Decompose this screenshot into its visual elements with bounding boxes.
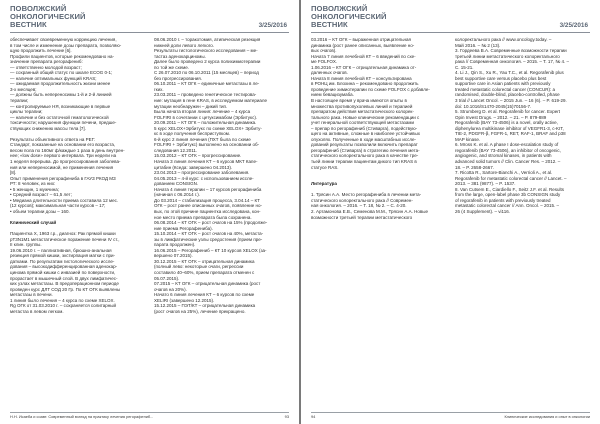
text-line: ствующих снижению массы тела [7]. xyxy=(10,125,86,131)
text-line: В настоящее время у врача имеются опыты в xyxy=(311,98,407,104)
text-line: 20.09.2011 – КТ ОГК – положительная динамика. xyxy=(154,120,257,126)
text-line: щего на активные, сложные в наиболее устойчивых xyxy=(311,131,420,137)
text-line: зы в лимфатические узлы средостения (прием пре- xyxy=(154,236,263,242)
text-line: нием бевацизумаба. xyxy=(311,92,354,98)
text-line: резекция прямой кишки, экстирпация матки с при- xyxy=(10,253,116,259)
text-line: мутации необнаружен – дикий тип. xyxy=(154,103,228,109)
text-column-right xyxy=(455,37,591,411)
text-line: цитабин (Кседа: завершено 04.2013). xyxy=(154,164,233,170)
text-column-left xyxy=(10,37,144,411)
text-line: С. 15-21. xyxy=(455,64,474,70)
text-line: Май 2016. – № 2 (13). xyxy=(455,42,501,48)
footer-rule xyxy=(311,412,590,413)
text-line: FOLFIRI + Эрбитукс) выполнено на основании об- xyxy=(154,142,260,148)
section-heading: Литература xyxy=(311,181,337,187)
text-line: 19.06.2010 г. – паллиативная, брюшно-анальная xyxy=(10,247,112,253)
text-line: ме FOLFOX. xyxy=(311,59,338,65)
text-line: Была начата вторая линия: лечение – 4 курса xyxy=(154,109,251,115)
text-line: Rg ОГК от 31.03.2010 г. – сохраняется солитарный xyxy=(10,303,116,309)
text-line: ние: мутация в гене KRAS, в исследуемом материале xyxy=(154,98,267,104)
text-line: тального рака. Новые клинические рекомендации с xyxy=(311,114,420,120)
text-line: advanced solid tumors // Clin. Cancer Res. – 2012. – xyxy=(455,159,561,165)
text-line: 4. Li J., Qin S., Xu R., Yau T.C., et al. Regorafenib plus xyxy=(455,70,564,76)
text-line: (начиная с 06.2014 г.). xyxy=(154,192,201,198)
text-line: 1.06.2016 – КТ ОГК – отрицательная динамика от- xyxy=(311,64,417,70)
text-line: 6. Mross K. et al. A phase I dose-escalation study of xyxy=(455,142,559,148)
text-line: учет генеральной соответствующей метастазами xyxy=(311,120,414,126)
text-column-right xyxy=(154,37,290,411)
text-line: randomised, double-blind, placebo-controlled, phase xyxy=(455,92,560,98)
text-line: вершено 07.2015). xyxy=(154,253,193,259)
text-line: метастазы в печени. xyxy=(10,292,53,298)
section-heading: Клинический случай xyxy=(10,220,57,226)
text-line: • 5 женщин, 1 мужчина; xyxy=(10,186,60,192)
footer-rule xyxy=(10,412,289,413)
text-line: 03.2016 – КТ ОГК – выраженная отрицательная xyxy=(311,37,411,42)
text-line: прорастает в мышечный слой. В двух лимфатичес- xyxy=(10,275,118,281)
text-line: регорафениб (Стиварга) в стратегию лечения мета- xyxy=(311,147,420,153)
text-line: вых очагов). xyxy=(311,48,337,54)
text-line: кс в ходе получения бесприступком. xyxy=(154,131,231,137)
text-line: 1 неделя перерыва. До прогрессирования заболева- xyxy=(10,159,121,165)
text-line: нее; «low dose» первого интервала. Три недели на xyxy=(10,153,117,159)
text-line: ная онкология. – 2016. – Т. 18, № 2. – С. 4-20. xyxy=(311,203,407,209)
text-line: в РОНЦ им. Блохина – рекомендовано продолжить xyxy=(311,81,419,87)
text-line: датками. По результатам гистологического иссле- xyxy=(10,258,115,264)
text-line: Opin Invest Drugs. – 2012. – 21. – P. 879-889 xyxy=(455,114,547,120)
text-line: 15.10.2014 – КТ ОГК – рост очагов на 40%, метаста- xyxy=(154,231,264,237)
text-line: 5. Strumberg D. et al. Regorafenib for cancer. Expert xyxy=(455,109,561,115)
text-line: • Средний возраст – 61,5 лет; xyxy=(10,192,72,198)
running-footer: Н.Н. Исаеба и соавт. Современный взгляд на практику лечения регорафениб... xyxy=(10,414,154,419)
text-line: 23.03.2011 – проведено генетическое тестирова- xyxy=(154,92,257,98)
text-line: возможности третьей терапии метастатического xyxy=(311,214,413,220)
text-line: of regorafenib in patients with previously treated xyxy=(455,197,551,203)
text-line: – препар по регорафениб (Стиварга), подействую- xyxy=(311,125,418,131)
text-line: 08.06.2010 г. – торакотомия, атипическая резекция xyxy=(154,37,261,42)
text-line: 2. Артамонова Е.В., Семенова М.М., Трясин А.А. Новые xyxy=(311,208,429,214)
text-line: 3. Гордеева В.А. Современные возможности терапии xyxy=(455,48,567,54)
text-line: • объем терапии дозы – 160. xyxy=(10,208,70,214)
text-line: циклы терапии; xyxy=(10,109,43,115)
text-line: ние приема Регорафениба). xyxy=(154,225,213,231)
text-line: metastatic colorectal cancer // Ann. Oncol. – 2015. – xyxy=(455,203,560,209)
text-line: 1. Трясин А.А. Место регорафениба в лечении мета- xyxy=(311,192,422,198)
text-line: (полный лево: некоторые очаги, регрессии xyxy=(154,264,244,270)
text-line: рака // Современная онкология. – 2015. – Т. 17, № 4. – xyxy=(455,59,570,65)
text-line: — сохранный общий статус по шкале ECOG 0-1; xyxy=(10,70,113,76)
text-line: 5 курс XELOX+Эрбитукс по схеме XELOX+ Эрбиту- xyxy=(154,125,262,131)
text-line: 3-х месяцев; xyxy=(10,86,37,92)
text-line: Regorafenib (BAY 73-4506) is a novel, orally active, xyxy=(455,120,558,126)
text-line: 3 trial // Lancet Oncol. – 2015 Jun. – 16 (6). – P. 619-29. xyxy=(455,98,567,104)
text-line: составило 40–60%, прием препарата отменен с xyxy=(154,269,255,275)
text-column-left xyxy=(311,37,445,411)
journal-title-line: ОНКОЛОГИЧЕСКИЙ xyxy=(10,12,86,22)
text-line: множества противопухолевых линий и терапией xyxy=(311,103,413,109)
right-page xyxy=(301,0,600,424)
text-line: 05.07.2015). xyxy=(154,275,180,281)
text-line: Начата 8 линия лечебной КТ – консультирована xyxy=(311,75,412,81)
issue-number: 3/25/2016 xyxy=(258,22,287,29)
text-line: 2013. – 381 (9877). – P. 1537. xyxy=(455,181,516,187)
text-line: Опыт применения регорафениба в ГАУЗ РКОД МЗ xyxy=(10,175,116,181)
text-line: Профили пациентов, которые рекомендовано на- xyxy=(10,53,114,59)
text-line: — ожидаемая продолжительность жизни менее xyxy=(10,81,111,87)
journal-title xyxy=(311,5,387,30)
text-line: терапии; xyxy=(10,98,29,104)
text-line: 18. – P. 2658-2667. xyxy=(455,164,494,170)
text-line: 7. Ricotta R., Sartore-Bianchi A., Verrioli A., et al. xyxy=(455,170,553,176)
text-line: дования – высокодифференцированная аденокар- xyxy=(10,264,118,270)
text-line: Результаты объективного ответа на РЕГ: xyxy=(10,136,96,142)
text-line: regorafenib (BAY 73-4506), an inhibitor of oncogenic, xyxy=(455,147,561,153)
text-line: 26 (4 Supplement). – vi116. xyxy=(455,208,510,214)
text-line: статического колоректального рака // Современ- xyxy=(311,197,413,203)
left-page xyxy=(0,0,299,424)
text-line: 6-й курс 2 линия лечения (ПХТ была по схеме xyxy=(154,136,251,142)
text-line: Стандарт, показанные на основании его возраста, xyxy=(10,142,116,148)
text-line: TIE-2, PDGFR-β, FGFR-1, RET, RAF-1, BRAF and p38 xyxy=(455,131,566,137)
text-line: РТ: 8 человек, из них: xyxy=(10,181,56,187)
text-line: treated metastatic colorectal cancer (CONCUR): a xyxy=(455,86,556,92)
text-line: 06.08.2014 – КТ ОГК – рост очагов на 15% (продолже- xyxy=(154,220,268,226)
text-line: II клин. группы. xyxy=(10,242,42,248)
text-line: даленных очагов. xyxy=(311,70,348,76)
text-line: третьей линии метастатического колоректального xyxy=(455,53,560,59)
text-line: колоректального рака // www.oncology.today. – xyxy=(455,37,552,42)
text-line: До 03.2014 – стабилизация процесса, 3.04.14 – КТ xyxy=(154,197,260,203)
text-line: — наличие оптимальных функций KRAS; xyxy=(10,75,97,81)
text-line: статического колоректального рака в качестве тре- xyxy=(311,153,419,159)
text-line: дованием CONSIGN. xyxy=(154,181,199,187)
text-line: supportive care in Asian patients with previously xyxy=(455,81,551,87)
journal-title-line: ВЕСТНИК xyxy=(10,20,47,30)
text-line: Начата 3 линия лечения КТ – 6 курсов МКТ Капе- xyxy=(154,159,258,165)
text-line: best supportive care versus placebo plus best xyxy=(455,75,547,81)
text-line: diphenylurea multikinase inhibitor of VEGFR1-3, c-KIT, xyxy=(455,125,564,131)
text-line: гких. xyxy=(154,86,164,92)
text-line: ния или непереносимой, не применения лечения xyxy=(10,164,114,170)
text-line: цинома прямой кишки с инвазией по поверхности, xyxy=(10,269,116,275)
text-line: 30.12.2015 – КТ ОГК – отрицательная динамика xyxy=(154,258,255,264)
text-line: метастаз в левом легком. xyxy=(10,308,64,314)
header-rule xyxy=(311,32,590,33)
text-line: весом пола по 160мг ф/каждые 1 раза в день внутрен- xyxy=(10,147,125,153)
text-line: — ответственно молодой возраст; xyxy=(10,64,82,70)
text-line: from the large, open-label phase 3b CONSIGN study xyxy=(455,192,561,198)
text-line: по той же схеме. xyxy=(154,64,190,70)
text-line: FOLFIRI в сочетании с цетуксимабом (Эрбитукс). xyxy=(154,114,258,120)
text-line: статусе RAS. xyxy=(311,164,339,170)
page-number: 93 xyxy=(284,414,289,419)
text-line: ОГК – рост ранее описанных очагов, появление но- xyxy=(154,203,263,209)
text-line: проведен курс ДЛТ СОД 20 Гр. По КТ ОГК выявлены xyxy=(10,286,121,292)
text-line: [8]. xyxy=(10,170,17,176)
text-line: щую продолжить лечение [6]. xyxy=(10,48,72,54)
text-line: Regorafenib for metastatic colorectal cancer // Lancet. – xyxy=(455,175,567,181)
text-line: обеспечивает своевременную коррекцию лечения, xyxy=(10,37,117,42)
text-line: Начато 6 линия лечения КТ – 6 курсов по схеме xyxy=(154,292,255,298)
text-line: препаратом действия метастатического колорек- xyxy=(311,109,414,115)
text-line: Далее было проведено 2 курса полихимиотерапии xyxy=(154,59,261,65)
text-line: 23.04.2013 – прогрессирование заболевания. xyxy=(154,170,250,176)
text-line: XELIRI (завершено 12.2015). xyxy=(154,297,215,303)
text-line: angiogenic, and stromal kinases, in patients with xyxy=(455,153,552,159)
text-line: 06.10.2011 – КТ ОГК – единичные метастазы в ле- xyxy=(154,81,260,87)
text-line: doi: 10.1016/S1470-2045(15)70156-7. xyxy=(455,103,532,109)
page-number: 94 xyxy=(311,414,316,419)
text-line: тастаз аденокарциномы. xyxy=(154,53,206,59)
text-line: дований результаты позволили включить препарат xyxy=(311,142,418,148)
text-line: 15.03.2012 – КТ ОГК – прогрессирование. xyxy=(154,153,242,159)
text-line: Начата 7 линия лечебной КТ – 6 введений по схе- xyxy=(311,53,416,59)
journal-title-line: ПОВОЛЖСКИЙ xyxy=(311,4,368,13)
text-line: (рост очагов на 25%), лечение прекращено. xyxy=(154,308,246,314)
text-line: опухолях. Полученные в ходе масштабных иссле- xyxy=(311,136,416,142)
text-line: — наличие и без остаточной гематологической xyxy=(10,114,109,120)
text-line: очагов на 20%). xyxy=(154,286,187,292)
text-line: (12 курсов); максимальная части курсов – 17; xyxy=(10,203,106,209)
text-line: Пациентка Х, 1963 г.р., диагноз: Рак прямой кишки xyxy=(10,231,116,237)
text-line: тьей линии терапии пациентам дикого тип KRAS в xyxy=(311,159,417,165)
text-line: в том числе и изменение дозы препарата, позволяю- xyxy=(10,42,122,48)
text-line: Начата 4 линия терапии – 17 курсов регорафениба xyxy=(154,186,262,192)
text-line: С 26.07.2010 по 06.10.2011 (15 месяцев) – период xyxy=(154,70,259,76)
text-line: нижней доли левого легкого. xyxy=(154,42,215,48)
text-line: — должны быть непереносимы 1-й и 2-й линией xyxy=(10,92,112,98)
text-line: парата продолжен). xyxy=(154,242,196,248)
journal-title-line: ОНКОЛОГИЧЕСКИЙ xyxy=(311,12,387,22)
text-line: ких узлах метастазы. В предоперационном периоде xyxy=(10,281,119,287)
text-line: 07.2015 – КТ ОГК – отрицательная динамика (рост xyxy=(154,281,261,287)
text-line: pT3N1M1 метастатическое поражение печени IV ст., xyxy=(10,236,120,242)
journal-title-line: ВЕСТНИК xyxy=(311,20,348,30)
text-line: Результаты гистологического исследования – ме- xyxy=(154,48,258,54)
text-line: вых, по этой причине пациентка исследована, кон- xyxy=(154,208,261,214)
text-line: следования 12.2011. xyxy=(154,147,198,153)
text-line: проведение химиотерапии по схеме FOLFOX с добавле- xyxy=(311,86,430,92)
text-line: • Медиана длительности приема составила 12 мес. xyxy=(10,197,119,203)
journal-title-line: ПОВОЛЖСКИЙ xyxy=(10,4,67,13)
text-line: ное место приема препарата была сохранена. xyxy=(154,214,252,220)
header-rule xyxy=(10,32,289,33)
text-line: — контролируемые НЯ, возникающие в первые xyxy=(10,103,111,109)
text-line: 04.05.2013 – 4-й курс: с использованием иссле- xyxy=(154,175,254,181)
text-line: значение препарата регорафениб: xyxy=(10,59,83,65)
text-line: 8. Van Cutsem E., Ciardiello F., Seitz J.F. et al. Results xyxy=(455,186,564,192)
text-line: 15.12.2015 – ПЭТ/КТ – отрицательная динамика xyxy=(154,303,256,309)
text-line: 16.06.2015 – Регорафениб – КТ 10 курсов XELOX (за- xyxy=(154,247,267,253)
journal-title xyxy=(10,5,86,30)
text-line: токсичности; нарушения функции печени, предше- xyxy=(10,120,117,126)
text-line: динамика (рост ранее описанных, выявление но- xyxy=(311,42,415,48)
text-line: 1 линия было лечения – 4 курса по схеме XELOX. xyxy=(10,297,115,303)
text-line: MAP kinase. xyxy=(455,136,481,142)
text-line: без прогрессирования. xyxy=(154,75,202,81)
issue-number: 3/25/2016 xyxy=(559,22,588,29)
running-footer: Клинические исследования и опыт в онкологии xyxy=(504,414,590,419)
